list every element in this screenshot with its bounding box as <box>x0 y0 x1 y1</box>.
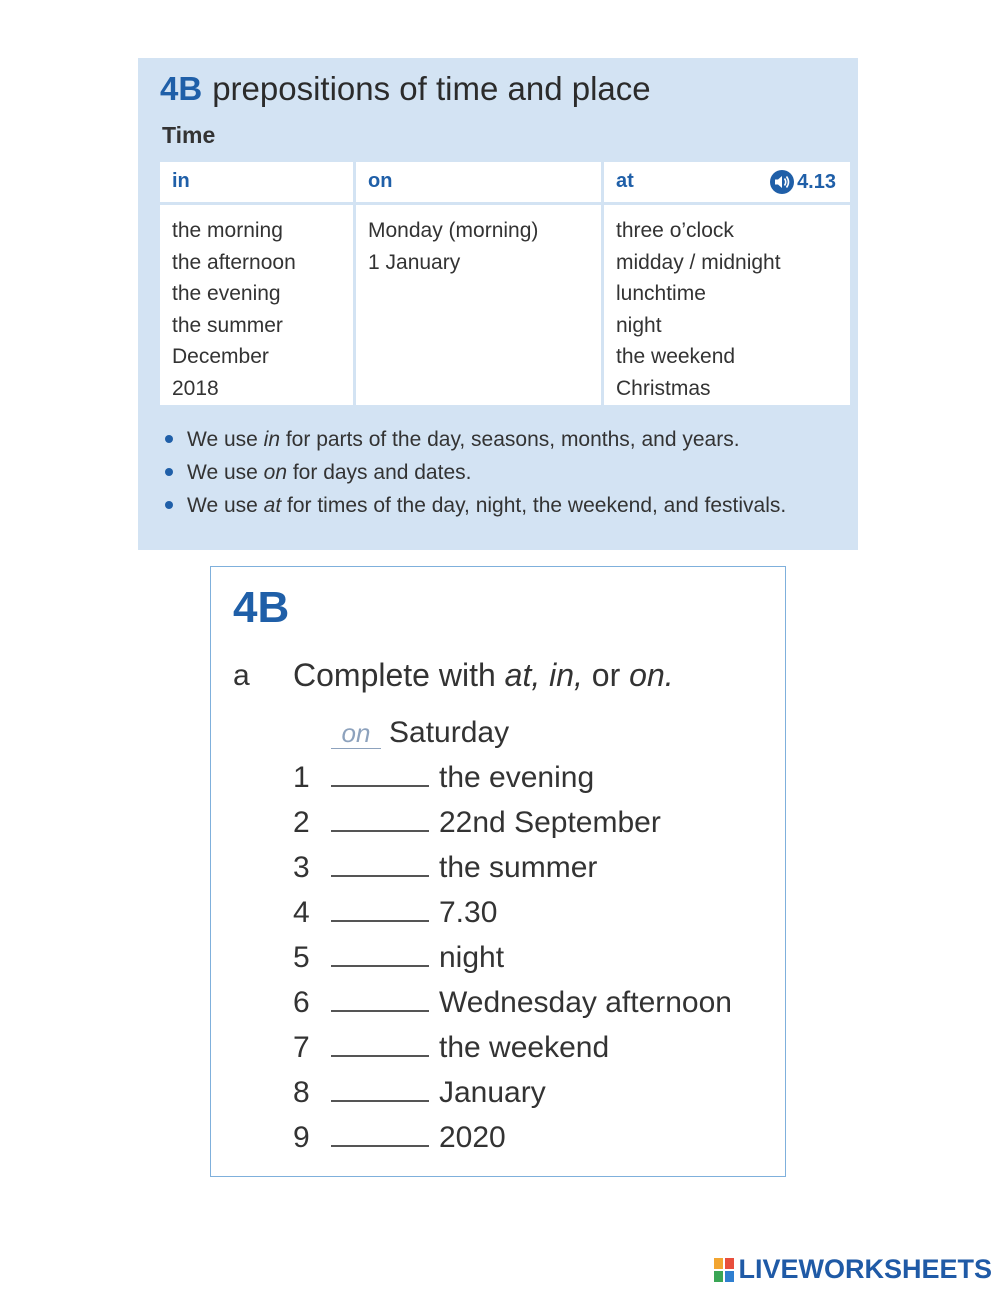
item-number: 6 <box>293 986 310 1019</box>
exercise-instruction: Complete with at, in, or on. <box>293 657 674 693</box>
list-item: the weekend <box>616 345 736 368</box>
list-item: lunchtime <box>616 282 706 305</box>
rule-word: in <box>263 428 281 451</box>
list-item: midday / midnight <box>616 250 781 274</box>
answer-blank[interactable] <box>331 896 429 922</box>
section-title: Time <box>162 122 216 148</box>
answer-blank[interactable] <box>331 761 429 787</box>
example-text: Saturday <box>389 716 510 749</box>
usage-rules <box>160 424 850 523</box>
item-number: 1 <box>293 761 310 794</box>
exercise-item <box>271 1115 732 1160</box>
item-text: the summer <box>439 851 598 884</box>
list-item: 2018 <box>172 376 219 400</box>
exercise-item <box>271 1025 732 1070</box>
bullet-icon <box>165 501 173 509</box>
column-header-at <box>604 162 850 202</box>
bullet-icon <box>165 468 173 476</box>
answer-blank[interactable] <box>331 851 429 877</box>
item-text: the evening <box>439 761 595 794</box>
item-number: 7 <box>293 1031 310 1064</box>
exercise-item <box>271 755 732 800</box>
exercise-item <box>271 980 732 1025</box>
answer-blank[interactable] <box>331 806 429 832</box>
rule-word: on <box>263 461 288 484</box>
exercise-item <box>271 935 732 980</box>
logo-mark-icon <box>714 1258 734 1282</box>
item-text: 22nd September <box>439 806 661 839</box>
column-header-on <box>356 162 601 202</box>
list-item: the summer <box>172 313 283 337</box>
column-header-in-label: in <box>172 170 190 192</box>
column-header-at-label: at <box>616 170 634 192</box>
grammar-code: 4B <box>160 70 203 107</box>
prepositions-table <box>160 162 850 410</box>
grammar-title-text: prepositions of time and place <box>212 70 651 107</box>
exercise-items <box>271 710 732 1160</box>
exercise-item <box>271 800 732 845</box>
item-number: 8 <box>293 1076 310 1109</box>
item-number: 2 <box>293 806 310 839</box>
grammar-title <box>160 66 651 112</box>
rule-item: We use in for parts of the day, seasons, months, and years. <box>160 424 850 455</box>
column-on-cell <box>356 205 601 405</box>
logo-text: LIVEWORKSHEETS <box>738 1254 992 1284</box>
bullet-icon <box>165 435 173 443</box>
list-item: night <box>616 313 662 337</box>
list-item: Monday (morning) <box>368 219 539 242</box>
example-item <box>271 710 732 755</box>
example-answer: on <box>331 718 381 749</box>
item-number: 4 <box>293 896 310 929</box>
item-text: 2020 <box>439 1121 506 1154</box>
rule-item: We use on for days and dates. <box>160 457 850 488</box>
list-item: Christmas <box>616 376 711 400</box>
liveworksheets-logo[interactable] <box>714 1254 992 1285</box>
exercise-item <box>271 890 732 935</box>
speaker-icon <box>769 169 795 195</box>
column-in-cell <box>160 205 353 405</box>
item-text: 7.30 <box>439 896 498 929</box>
exercise-item <box>271 1070 732 1115</box>
rule-item: We use at for times of the day, night, the weekend, and festivals. <box>160 490 850 521</box>
answer-blank[interactable] <box>331 986 429 1012</box>
audio-track-button[interactable] <box>769 169 836 195</box>
exercise-item <box>271 845 732 890</box>
list-item: the afternoon <box>172 250 296 274</box>
column-at-cell <box>604 205 850 405</box>
item-text: Wednesday afternoon <box>439 986 732 1019</box>
item-number: 5 <box>293 941 310 974</box>
item-text: night <box>439 941 505 974</box>
exercise-code: 4B <box>233 583 290 632</box>
column-header-in <box>160 162 353 202</box>
rule-word: at <box>263 494 282 517</box>
list-item: December <box>172 345 269 368</box>
answer-blank[interactable] <box>331 1031 429 1057</box>
answer-blank[interactable] <box>331 1076 429 1102</box>
item-number: 9 <box>293 1121 310 1154</box>
item-text: January <box>439 1076 546 1109</box>
item-number: 3 <box>293 851 310 884</box>
exercise-letter: a <box>233 659 250 692</box>
item-text: the weekend <box>439 1031 610 1064</box>
list-item: the morning <box>172 219 283 242</box>
grammar-panel <box>138 58 858 550</box>
audio-track-number: 4.13 <box>797 170 836 193</box>
answer-blank[interactable] <box>331 941 429 967</box>
answer-blank[interactable] <box>331 1121 429 1147</box>
list-item: 1 January <box>368 250 461 274</box>
list-item: the evening <box>172 282 281 305</box>
column-header-on-label: on <box>368 170 393 192</box>
list-item: three o’clock <box>616 219 734 242</box>
exercise-panel <box>210 566 786 1177</box>
